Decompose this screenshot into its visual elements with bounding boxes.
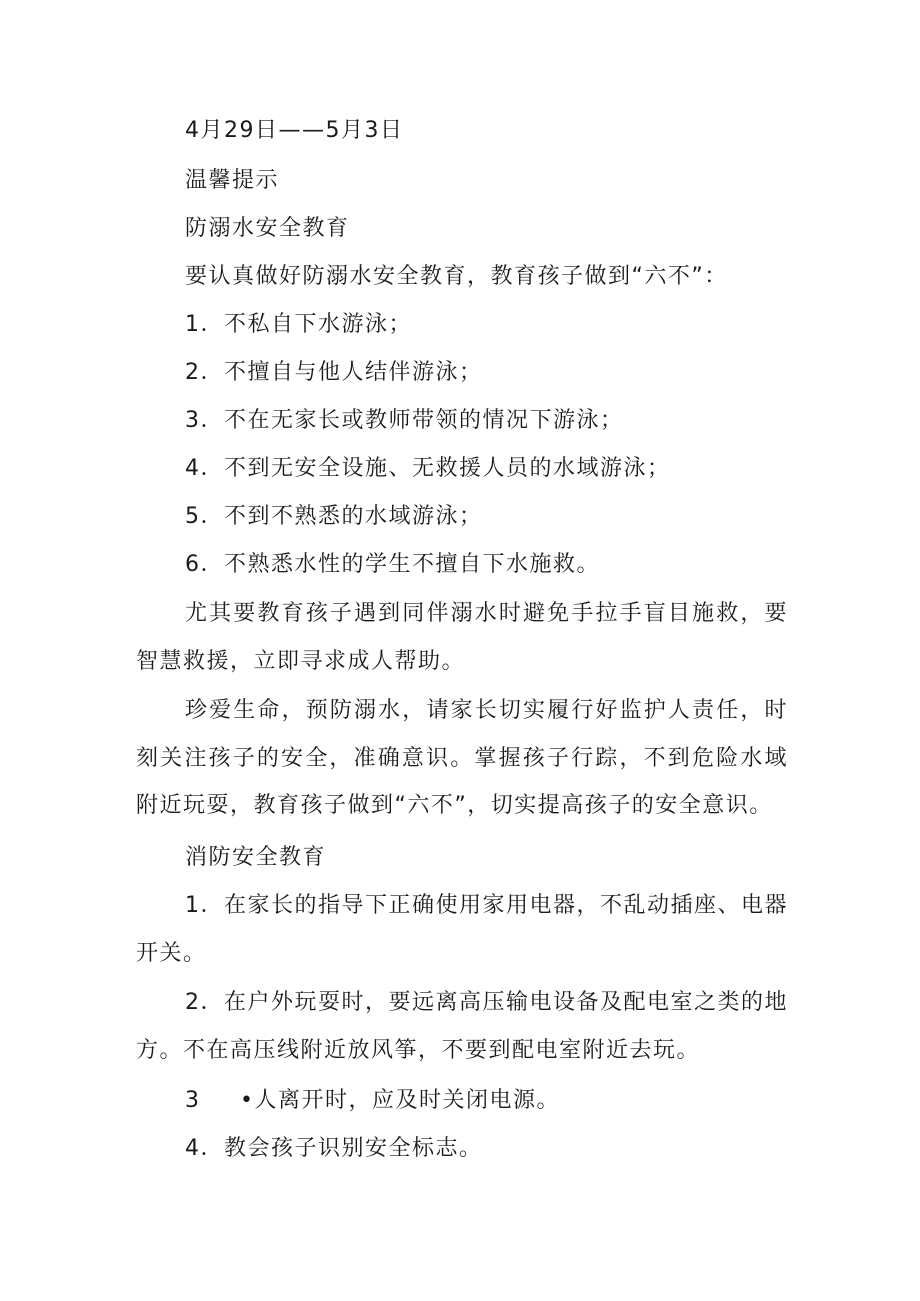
drowning-rule-1: 1．不私自下水游泳； xyxy=(185,312,412,337)
fire-item-1: 1．在家长的指导下正确使用家用电器，不乱动插座、电器开关。 xyxy=(136,893,788,966)
drowning-rule-6: 6．不熟悉水性的学生不擅自下水施救。 xyxy=(185,552,600,577)
drowning-intro: 要认真做好防溺水安全教育，教育孩子做到“六不”： xyxy=(185,264,728,289)
drowning-heading: 防溺水安全教育 xyxy=(185,216,350,241)
drowning-paragraph-rescue: 尤其要教育孩子遇到同伴溺水时避免手拉手盲目施救，要智慧救援，立即寻求成人帮助。 xyxy=(136,601,788,674)
fire-item-2: 2．在户外玩耍时，要远离高压输电设备及配电室之类的地方。不在高压线附近放风筝，不要到配电室附近去玩。 xyxy=(136,990,788,1063)
drowning-rule-5: 5．不到不熟悉的水域游泳； xyxy=(185,504,483,529)
date-range: 4月29日——5月3日 xyxy=(185,118,404,143)
fire-item-3-number: 3 xyxy=(185,1088,199,1113)
drowning-rule-2: 2．不擅自与他人结伴游泳； xyxy=(185,360,483,385)
drowning-rule-3: 3．不在无家长或教师带领的情况下游泳； xyxy=(185,408,624,433)
fire-item-3-text: •人离开时，应及时关闭电源。 xyxy=(240,1088,560,1113)
fire-heading: 消防安全教育 xyxy=(185,845,327,870)
notice-title: 温馨提示 xyxy=(185,168,280,193)
drowning-paragraph-parents: 珍爱生命，预防溺水，请家长切实履行好监护人责任，时刻关注孩子的安全，准确意识。掌握孩子行踪，不到危险水域附近玩耍，教育孩子做到“六不”，切实提高孩子的安全意识。 xyxy=(136,698,788,818)
fire-item-4: 4．教会孩子识别安全标志。 xyxy=(185,1136,483,1161)
drowning-rule-4: 4．不到无安全设施、无救援人员的水域游泳； xyxy=(185,456,671,481)
